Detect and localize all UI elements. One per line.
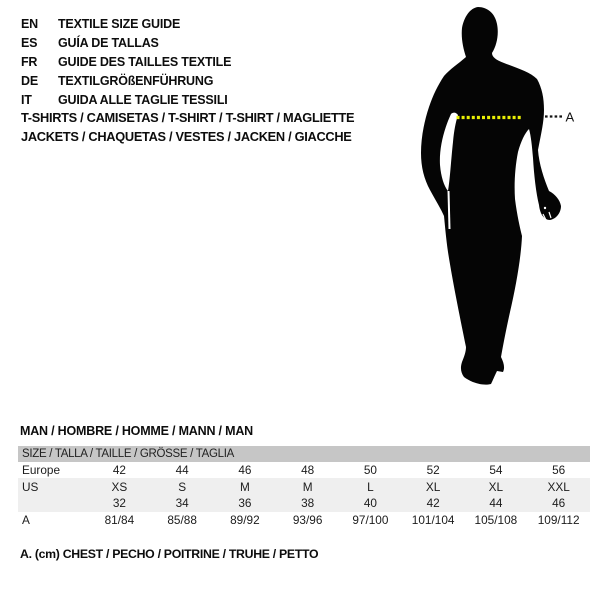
row-label: A [22, 512, 30, 527]
table-cell: 46 [552, 496, 566, 511]
row-label: US [22, 479, 39, 494]
row-label: Europe [22, 462, 61, 477]
table-cell: 46 [238, 462, 252, 477]
table-cell: 93/96 [292, 512, 323, 527]
table-cell: 42 [112, 462, 126, 477]
table-cell: XXL [547, 479, 570, 494]
size-table-header: SIZE / TALLA / TAILLE / GRÖSSE / TAGLIA [18, 446, 590, 462]
language-row [21, 14, 231, 33]
table-row [18, 462, 590, 479]
size-table [18, 446, 590, 528]
language-code: FR [21, 54, 38, 69]
finger-seams [543, 212, 551, 220]
table-cell: M [239, 479, 250, 494]
table-cell: 52 [426, 462, 440, 477]
category-jackets: JACKETS / CHAQUETAS / VESTES / JACKEN / GIACCHE [21, 128, 352, 144]
table-cell: 109/112 [537, 512, 580, 527]
language-label: TEXTILGRÖßENFÜHRUNG [58, 73, 214, 88]
table-row [18, 495, 590, 512]
language-row [21, 71, 231, 90]
table-cell: 89/92 [230, 512, 260, 527]
pocket-seam [449, 191, 450, 229]
language-label: GUÍA DE TALLAS [58, 35, 159, 50]
table-cell: L [367, 479, 374, 494]
table-cell: S [178, 479, 187, 494]
category-lines [21, 109, 354, 146]
table-cell: 34 [175, 496, 189, 511]
table-cell: 44 [175, 462, 189, 477]
table-cell: XL [425, 479, 441, 494]
language-code: ES [21, 35, 38, 50]
section-title-man: MAN / HOMBRE / HOMME / MANN / MAN [20, 424, 253, 438]
size-table-body [18, 462, 590, 529]
man-silhouette [421, 7, 561, 385]
language-code: DE [21, 73, 38, 88]
table-cell: 32 [112, 496, 126, 511]
table-cell: 97/100 [352, 512, 389, 527]
table-cell: XL [488, 479, 504, 494]
category-tshirts: T-SHIRTS / CAMISETAS / T-SHIRT / T-SHIRT / MAGLIETTE [21, 110, 355, 125]
language-list [21, 14, 231, 109]
language-label: GUIDA ALLE TAGLIE TESSILI [58, 92, 228, 107]
table-cell: 44 [489, 496, 503, 511]
table-cell: 42 [426, 496, 440, 511]
table-cell: 85/88 [167, 512, 197, 527]
language-row [21, 90, 231, 109]
table-cell: 81/84 [104, 512, 135, 527]
table-cell: 38 [301, 496, 315, 511]
table-cell: 48 [301, 462, 315, 477]
table-cell: 56 [552, 462, 566, 477]
language-label: GUIDE DES TAILLES TEXTILE [58, 54, 232, 69]
language-label: TEXTILE SIZE GUIDE [58, 16, 181, 31]
table-row [18, 512, 590, 529]
footnote-chest: A. (cm) CHEST / PECHO / POITRINE / TRUHE / PETTO [20, 547, 319, 561]
table-cell: 105/108 [474, 512, 518, 527]
measure-label-a: A [565, 109, 575, 125]
table-cell: M [302, 479, 313, 494]
table-row [18, 478, 590, 495]
language-row [21, 33, 231, 52]
language-code: EN [21, 16, 38, 31]
arm-torso-gap [440, 113, 458, 191]
table-cell: 101/104 [411, 512, 455, 527]
table-cell: 36 [238, 496, 252, 511]
table-cell: XS [111, 479, 128, 494]
table-cell: 40 [363, 496, 377, 511]
table-cell: 50 [363, 462, 377, 477]
language-code: IT [21, 92, 32, 107]
hand-notch [544, 207, 546, 209]
language-row [21, 52, 231, 71]
table-cell: 54 [489, 462, 503, 477]
